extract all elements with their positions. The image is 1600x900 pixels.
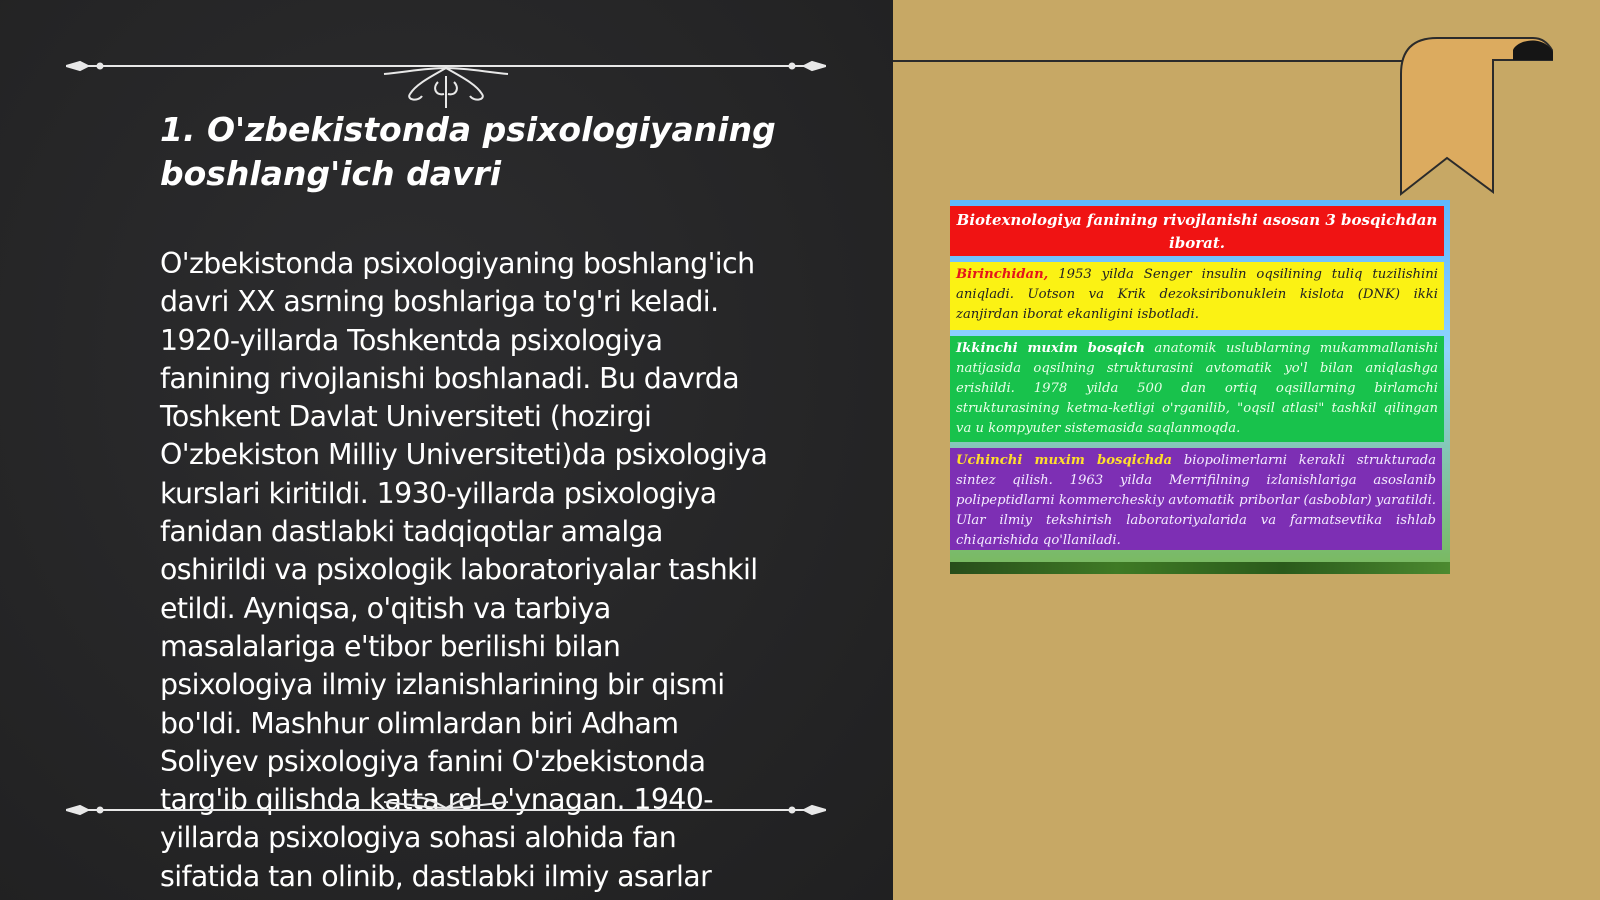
stage-3-lead: Uchinchi muxim bosqichda — [956, 453, 1173, 468]
infographic-grass-strip — [950, 562, 1450, 574]
stage-3-text: biopolimerlarni kerakli strukturada sintez qilish. 1963 yilda Merrifilning izlanishlariga asoslanib polipeptidlarni kommercheskiy avtomatik priborlar (asboblar) yaratildi. Ular ilmiy tekshirish laboratoriyalarida va farmatsevtika ishlab chiqarishida qo'llaniladi. — [956, 453, 1436, 548]
stage-1-lead: Birinchidan, — [956, 267, 1049, 282]
bookmark-ribbon-icon — [1393, 30, 1553, 200]
infographic-stage-3 — [950, 448, 1442, 550]
stage-2-text: anatomik uslublarning mukammallanishi natijasida oqsilning strukturasini avtomatik yo'l bilan aniqlashga erishildi. 1978 yilda 500 dan ortiq oqsillarning birlamchi strukturasining ketma-ketligi o'rganilib, "oqsil atlasi" tashkil qilingan va u kompyuter sistemasida saqlanmoqda. — [956, 341, 1439, 436]
stage-1-text: 1953 yilda Senger insulin oqsilining tuliq tuzilishini aniqladi. Uotson va Krik dezoksiribonuklein kislota (DNK) ikki zanjirdan iborat ekanligini isbotladi. — [956, 267, 1438, 322]
top-ornament-divider — [66, 52, 826, 112]
slide-title: 1. O'zbekistonda psixologiyaning boshlang'ich davri — [160, 110, 776, 193]
stage-2-lead: Ikkinchi muxim bosqich — [956, 341, 1145, 356]
biotechnology-stages-infographic — [950, 200, 1450, 574]
infographic-stage-2 — [950, 336, 1444, 442]
horizontal-rule — [893, 60, 1438, 62]
bottom-ornament-divider — [66, 796, 826, 856]
slide-body-text: O'zbekistonda psixologiyaning boshlang'ich davri XX asrning boshlariga to'g'ri keladi. 1920-yillarda Toshkentda psixologiya fanining rivojlanishi boshlanadi. Bu davrda Toshkent Davlat Universiteti (hozirgi O'zbekiston Milliy Universiteti)da psixologiya kurslari kiritildi. 1930-yillarda psixologiya fanidan dastlabki tadqiqotlar amalga oshirildi va psixologik laboratoriyalar tashkil etildi. Ayniqsa, o'qitish va tarbiya masalalariga e'tibor berilishi bilan psixologiya ilmiy izlanishlarining bir qismi bo'ldi. Mashhur olimlardan biri Adham Soliyev psixologiya fanini O'zbekistonda targ'ib qilishda katta rol o'ynagan. 1940- yillarda psixologiya sohasi alohida fan sifatida tan olinib, dastlabki ilmiy asarlar — [160, 247, 768, 893]
infographic-heading: Biotexnologiya fanining rivojlanishi asosan 3 bosqichdan iborat. — [950, 206, 1444, 256]
infographic-stage-1 — [950, 262, 1444, 330]
